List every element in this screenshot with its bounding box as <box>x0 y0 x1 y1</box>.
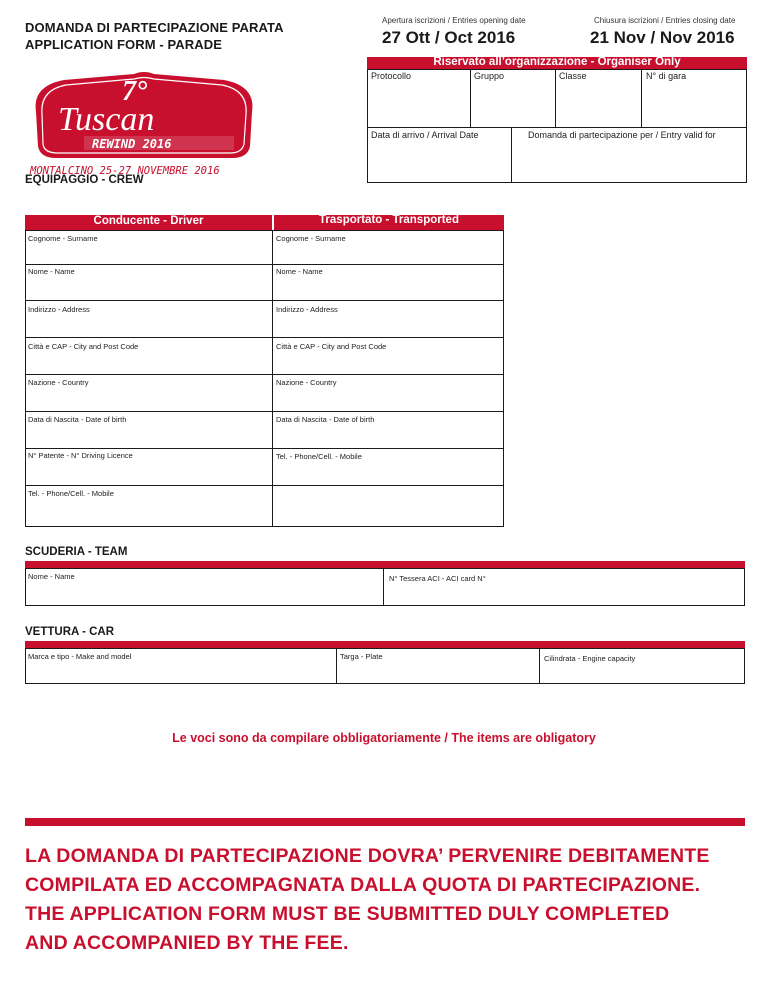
form-title <box>25 19 284 53</box>
logo-tagline: MONTALCINO 25-27 NOVEMBRE 2016 <box>30 165 220 177</box>
obligatory-notice: Le voci sono da compilare obbligatoriamente / The items are obligatory <box>172 731 596 745</box>
protocollo-field[interactable]: Protocollo <box>371 71 412 81</box>
footer-it-line1: LA DOMANDA DI PARTECIPAZIONE DOVRA’ PERVENIRE DEBITAMENTE <box>25 845 710 867</box>
driver-country-field[interactable]: Nazione - Country <box>28 378 89 387</box>
opening-date-value: 27 Ott / Oct 2016 <box>382 28 516 47</box>
footer-it-line2: COMPILATA ED ACCOMPAGNATA DALLA QUOTA DI PARTECIPAZIONE. <box>25 874 701 896</box>
team-section-title: SCUDERIA - TEAM <box>25 546 128 558</box>
transported-surname-field[interactable]: Cognome - Surname <box>276 234 346 243</box>
footer-english <box>25 900 755 958</box>
transported-header-label: Trasportato - Transported <box>319 214 459 226</box>
transported-birthdate-field[interactable]: Data di Nascita - Date of birth <box>276 415 375 424</box>
make-model-field[interactable]: Marca e tipo - Make and model <box>28 652 132 661</box>
organiser-box <box>367 69 747 183</box>
aci-card-field[interactable]: N° Tessera ACI - ACI card N° <box>389 574 486 583</box>
footer-en-line1: THE APPLICATION FORM MUST BE SUBMITTED DULY COMPLETED <box>25 903 670 925</box>
driver-birthdate-field[interactable]: Data di Nascita - Date of birth <box>28 415 127 424</box>
driver-surname-field[interactable]: Cognome - Surname <box>28 234 98 243</box>
car-section-title: VETTURA - CAR <box>25 626 115 638</box>
car-box <box>25 648 745 684</box>
closing-date-label: Chiusura iscrizioni / Entries closing date <box>594 16 736 25</box>
race-number-field[interactable]: N° di gara <box>646 71 687 81</box>
driver-name-field[interactable]: Nome - Name <box>28 267 75 276</box>
event-logo-graphic <box>24 66 264 186</box>
logo-edition: 7° <box>122 76 148 107</box>
form-title-en: APPLICATION FORM - PARADE <box>25 37 223 52</box>
transported-address-field[interactable]: Indirizzo - Address <box>276 305 338 314</box>
logo-name: Tuscan <box>58 101 155 138</box>
transported-country-field[interactable]: Nazione - Country <box>276 378 337 387</box>
gruppo-field[interactable]: Gruppo <box>474 71 505 81</box>
classe-field[interactable]: Classe <box>559 71 587 81</box>
logo-subtitle: REWIND 2016 <box>92 137 172 151</box>
footer-italian <box>25 842 755 900</box>
transported-name-field[interactable]: Nome - Name <box>276 267 323 276</box>
team-divider <box>25 561 745 568</box>
organiser-title: Riservato all’organizzazione - Organiser Only <box>433 56 681 68</box>
footer-en-line2: AND ACCOMPANIED BY THE FEE. <box>25 932 349 954</box>
transported-city-field[interactable]: Città e CAP - City and Post Code <box>276 342 387 351</box>
driver-header-label: Conducente - Driver <box>93 215 204 227</box>
closing-date-value: 21 Nov / Nov 2016 <box>590 28 735 47</box>
opening-date-label: Apertura iscrizioni / Entries opening date <box>382 16 526 25</box>
form-title-it: DOMANDA DI PARTECIPAZIONE PARATA <box>25 20 284 35</box>
arrival-date-field[interactable]: Data di arrivo / Arrival Date <box>371 130 479 140</box>
transported-phone-field[interactable]: Tel. - Phone/Cell. - Mobile <box>276 452 362 461</box>
driver-city-field[interactable]: Città e CAP - City and Post Code <box>28 342 139 351</box>
team-name-field[interactable]: Nome - Name <box>28 572 75 581</box>
plate-field[interactable]: Targa - Plate <box>340 652 383 661</box>
car-divider <box>25 641 745 648</box>
driver-licence-field[interactable]: N° Patente - N° Driving Licence <box>28 451 133 460</box>
driver-phone-field[interactable]: Tel. - Phone/Cell. - Mobile <box>28 489 114 498</box>
driver-address-field[interactable]: Indirizzo - Address <box>28 305 90 314</box>
engine-capacity-field[interactable]: Cilindrata - Engine capacity <box>544 654 636 663</box>
crew-section-title: EQUIPAGGIO - CREW <box>25 174 144 186</box>
entry-valid-field[interactable]: Domanda di partecipazione per / Entry valid for <box>528 130 716 140</box>
event-logo <box>24 66 264 186</box>
team-box <box>25 568 745 606</box>
footer-divider <box>25 818 745 826</box>
